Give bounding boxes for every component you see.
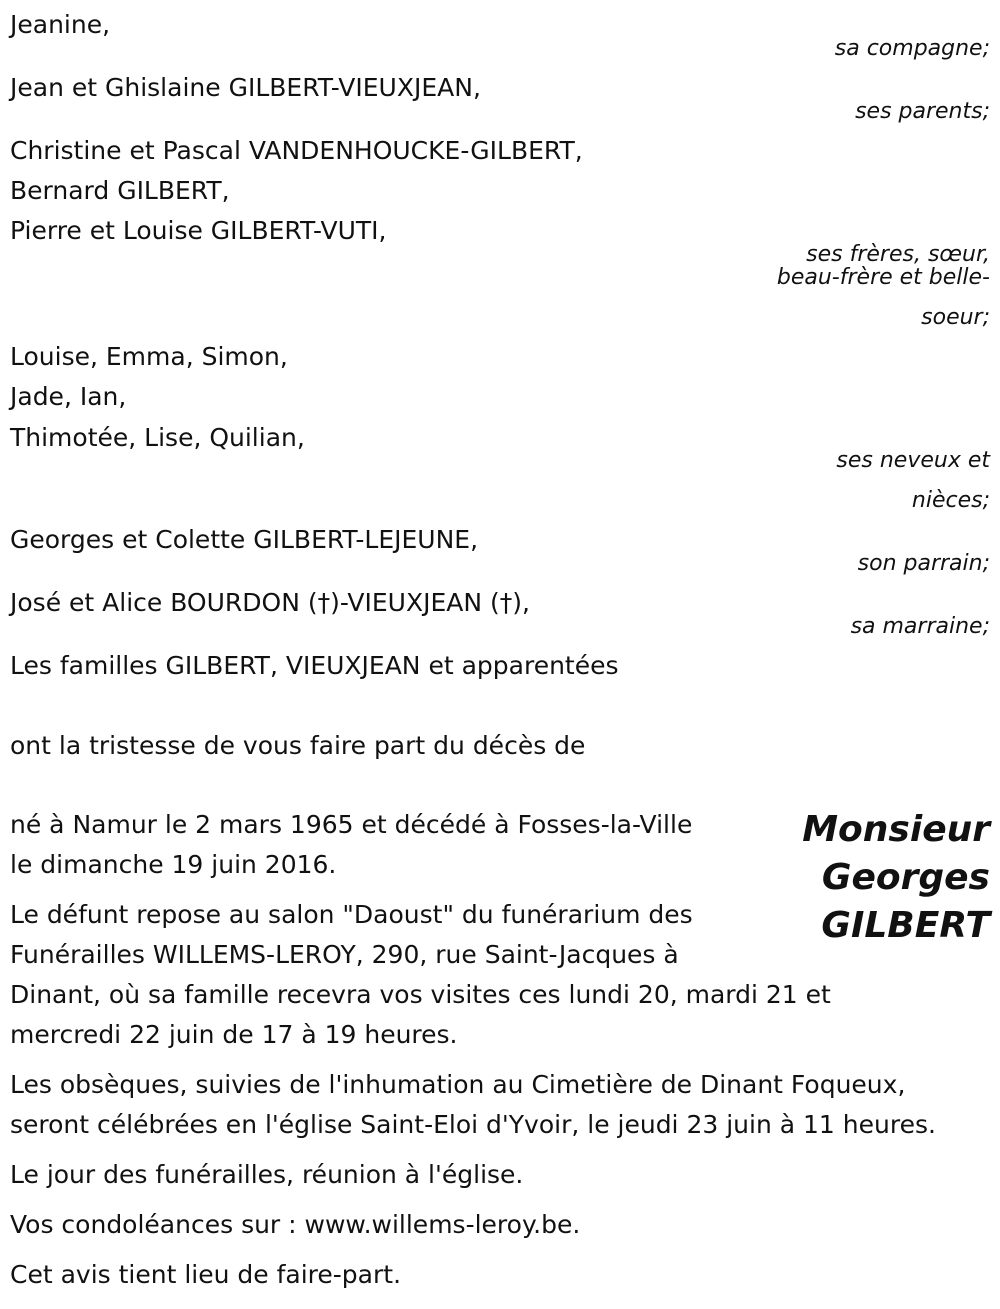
relation-label: ses parents; — [855, 99, 990, 124]
family-name-line: Jade, Ian, — [10, 382, 127, 411]
relation-label: son parrain; — [857, 551, 990, 576]
relation-label: ses frères, sœur, — [806, 242, 990, 267]
relation-label: soeur; — [921, 305, 990, 330]
deceased-first-name: Georges — [821, 857, 990, 898]
condolences-text: Vos condoléances sur : www.willems-leroy.be. — [10, 1210, 581, 1239]
visitation-text: Funérailles WILLEMS-LEROY, 290, rue Saint-Jacques à — [10, 940, 679, 969]
notice-text: Cet avis tient lieu de faire-part. — [10, 1260, 402, 1289]
birth-death-text: le dimanche 19 juin 2016. — [10, 850, 337, 879]
deceased-last-name: GILBERT — [821, 905, 990, 946]
visitation-text: Dinant, où sa famille recevra vos visites ces lundi 20, mardi 21 et — [10, 980, 831, 1009]
family-name-line: Bernard GILBERT, — [10, 176, 230, 205]
relation-label: nièces; — [911, 488, 990, 513]
family-name-line: Christine et Pascal VANDENHOUCKE-GILBERT, — [10, 136, 583, 165]
family-name-line: Louise, Emma, Simon, — [10, 342, 288, 371]
announcement-text: ont la tristesse de vous faire part du décès de — [10, 731, 586, 760]
family-name-line: Pierre et Louise GILBERT-VUTI, — [10, 216, 387, 245]
relation-label: sa compagne; — [834, 36, 990, 61]
family-name-line: Jean et Ghislaine GILBERT-VIEUXJEAN, — [10, 73, 481, 102]
family-name-line: Georges et Colette GILBERT-LEJEUNE, — [10, 525, 479, 554]
relation-label: sa marraine; — [850, 614, 990, 639]
relation-label: ses neveux et — [836, 448, 990, 473]
deceased-name — [802, 806, 990, 950]
reunion-text: Le jour des funérailles, réunion à l'église. — [10, 1160, 524, 1189]
funeral-text: Les obsèques, suivies de l'inhumation au Cimetière de Dinant Foqueux, — [10, 1070, 906, 1099]
families-line: Les familles GILBERT, VIEUXJEAN et apparentées — [10, 651, 619, 680]
family-name-line: Thimotée, Lise, Quilian, — [10, 423, 305, 452]
relation-label: beau-frère et belle- — [776, 265, 990, 290]
family-name-line: Jeanine, — [10, 10, 111, 39]
family-name-line: José et Alice BOURDON (†)-VIEUXJEAN (†), — [10, 588, 530, 617]
visitation-text: mercredi 22 juin de 17 à 19 heures. — [10, 1020, 458, 1049]
funeral-text: seront célébrées en l'église Saint-Eloi d'Yvoir, le jeudi 23 juin à 11 heures. — [10, 1110, 936, 1139]
birth-death-text: né à Namur le 2 mars 1965 et décédé à Fosses-la-Ville — [10, 810, 693, 839]
visitation-text: Le défunt repose au salon "Daoust" du funérarium des — [10, 900, 693, 929]
deceased-title: Monsieur — [802, 809, 990, 850]
